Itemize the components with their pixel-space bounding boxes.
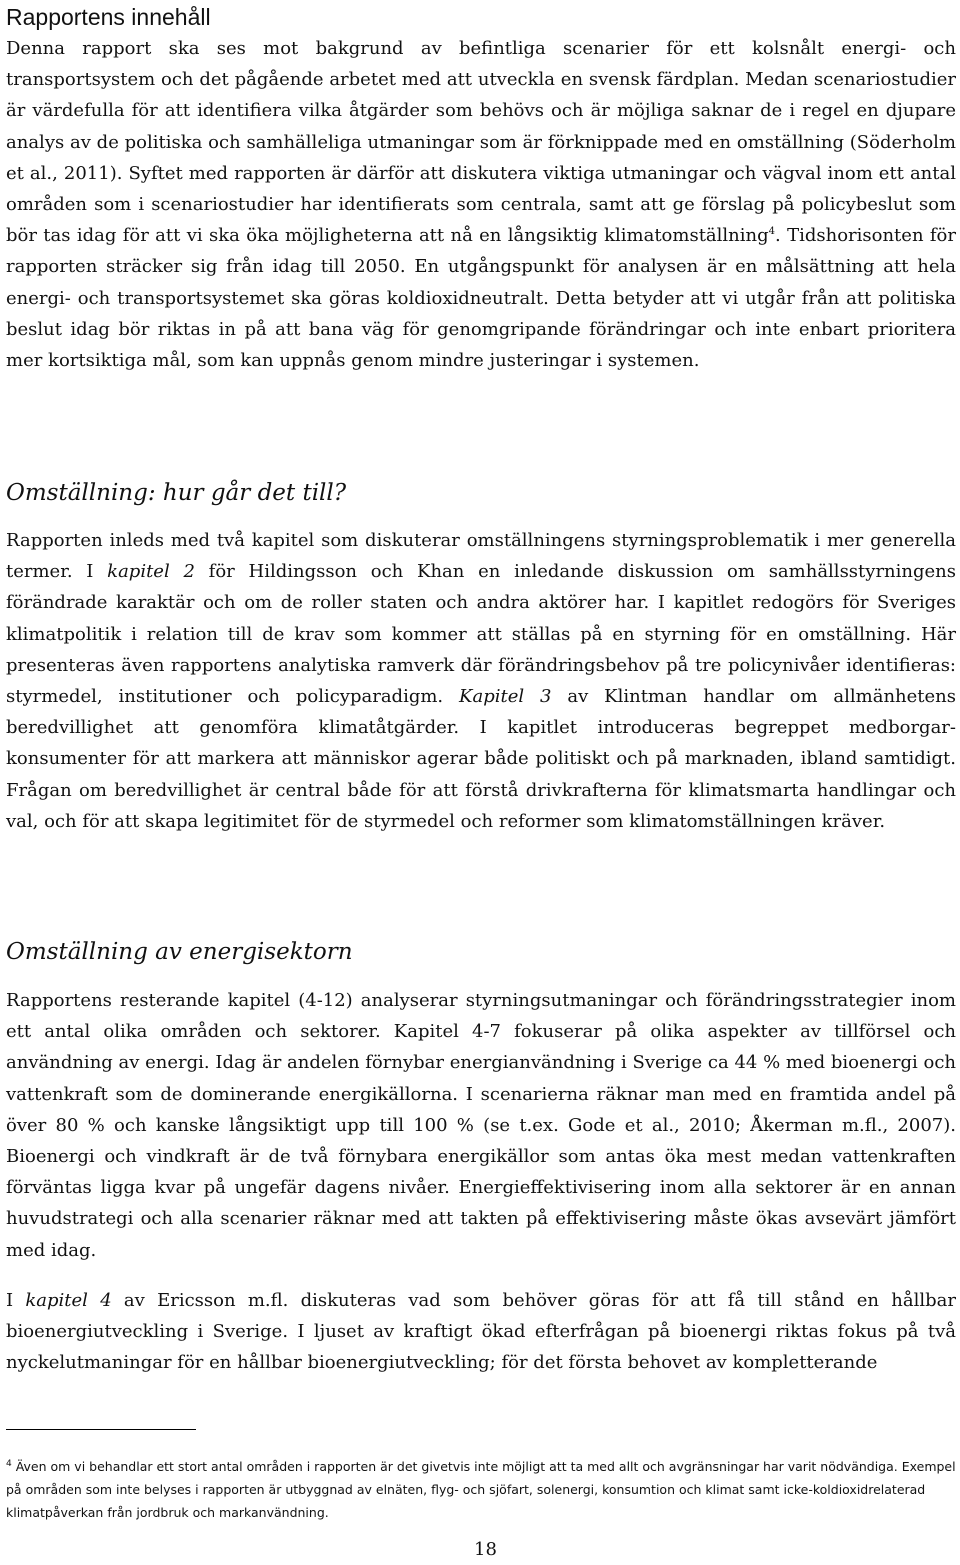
section-heading-omstallning: Omställning: hur går det till? <box>6 480 347 506</box>
section2-text-a: I <box>6 1290 26 1311</box>
footnote-number: 4 <box>6 1458 12 1469</box>
footnote <box>6 1455 956 1524</box>
intro-paragraph <box>6 33 956 376</box>
chapter-4-reference: kapitel 4 <box>25 1290 112 1311</box>
section2-text-b: av Ericsson m.fl. diskuteras vad som behöver göras för att få till stånd en hållbar bioenergiutveckling i Sverige. I ljuset av kraftigt ökad efterfrågan på bioenergi riktas fokus på två nyckelutmaningar för en hållbar bioenergiutveckling; för det första behovet av kompletterande <box>6 1290 956 1374</box>
chapter-2-reference: kapitel 2 <box>107 561 195 583</box>
page-number: 18 <box>474 1539 497 1560</box>
chapter-4-paragraph <box>6 1285 956 1379</box>
intro-text-b: . Tidshorisonten för rapporten sträcker sig från idag till 2050. En utgångspunkt för analysen är en målsättning att hela energi- och transportsystemet ska göras koldioxidneutralt. Detta betyder att vi utgår från att politiska beslut idag bör riktas in på att bana väg för genomgripande förändringar och inte enbart prioritera mer kortsiktiga mål, som kan uppnås genom mindre justeringar i systemen. <box>6 225 956 372</box>
section1-text-a: Rapporten inleds med två kapitel som diskuterar omställningens styrningsproblematik i mer generella termer. I <box>6 530 956 583</box>
chapter-3-reference: Kapitel 3 <box>459 686 552 708</box>
footnote-reference[interactable]: 4 <box>768 226 776 238</box>
section-energi-paragraph: Rapportens resterande kapitel (4-12) analyserar styrningsutmaningar och förändringsstrategier inom ett antal olika områden och sektorer. Kapitel 4-7 fokuserar på olika aspekter av tillförsel och användning av energi. Idag är andelen förnybar energianvändning i Sverige ca 44 % med bioenergi och vattenkraft som de dominerande energikällorna. I scenarierna räknar man med en framtida andel på över 80 % och kanske långsiktigt upp till 100 % (se t.ex. Gode et al., 2010; Åkerman m.fl., 2007). Bioenergi och vindkraft är de två förnybara energikällor som antas öka mest medan vattenkraften förväntas ligga kvar på ungefär dagens nivåer. Energieffektivisering inom alla sektorer är en annan huvudstrategi och alla scenarier räknar med att takten på effektivisering måste ökas avsevärt jämfört med idag. <box>6 990 956 1261</box>
section1-text-b: för Hildingsson och Khan en inledande diskussion om samhällsstyrningens förändrade karaktär och om de roller staten och andra aktörer har. I kapitlet redogörs för Sveriges klimatpolitik i relation till de krav som kommer att ställas på en styrning för en omställning. Här presenteras även rapportens analytiska ramverk där förändringsbehov på tre policynivåer identifieras: styrmedel, institutioner och policyparadigm. <box>6 561 956 708</box>
footnote-text: Även om vi behandlar ett stort antal områden i rapporten är det givetvis inte möjligt att ta med allt och avgränsningar har varit nödvändiga. Exempel på områden som inte belyses i rapporten är utbyggnad av elnäten, flyg- och sjöfart, solenergi, konsumtion och klimat samt icke-koldioxidrelaterad klimatpåverkan från jordbruk och markanvändning. <box>6 1459 956 1520</box>
page-title: Rapportens innehåll <box>6 4 211 30</box>
footnote-separator <box>6 1429 196 1430</box>
intro-text-a: Denna rapport ska ses mot bakgrund av befintliga scenarier för ett kolsnålt energi- och transportsystem och det pågående arbetet med att utveckla en svensk färdplan. Medan scenariostudier är värdefulla för att identifiera vilka åtgärder som behövs och är möjliga saknar de i regel en djupare analys av de politiska och samhälleliga utmaningar som är förknippade med en omställning (Söderholm et al., 2011). Syftet med rapporten är därför att diskutera viktiga utmaningar och vägval inom ett antal områden som i scenariostudier har identifierats som centrala, samt att ge förslag på policybeslut som bör tas idag för att vi ska öka möjligheterna att nå en långsiktig klimatomställning <box>6 38 956 247</box>
section-omstallning-paragraph <box>6 525 956 837</box>
section1-text-c: av Klintman handlar om allmänhetens beredvillighet att genomföra klimatåtgärder. I kapitlet introduceras begreppet medborgar-konsumenter för att markera att människor agerar både politiskt och på marknaden, ibland samtidigt. Frågan om beredvillighet är central både för att förstå drivkrafterna för klimatsmarta handlingar och val, och för att skapa legitimitet för de styrmedel och reformer som klimatomställningen kräver. <box>6 686 956 832</box>
section-heading-energisektorn: Omställning av energisektorn <box>6 939 353 965</box>
